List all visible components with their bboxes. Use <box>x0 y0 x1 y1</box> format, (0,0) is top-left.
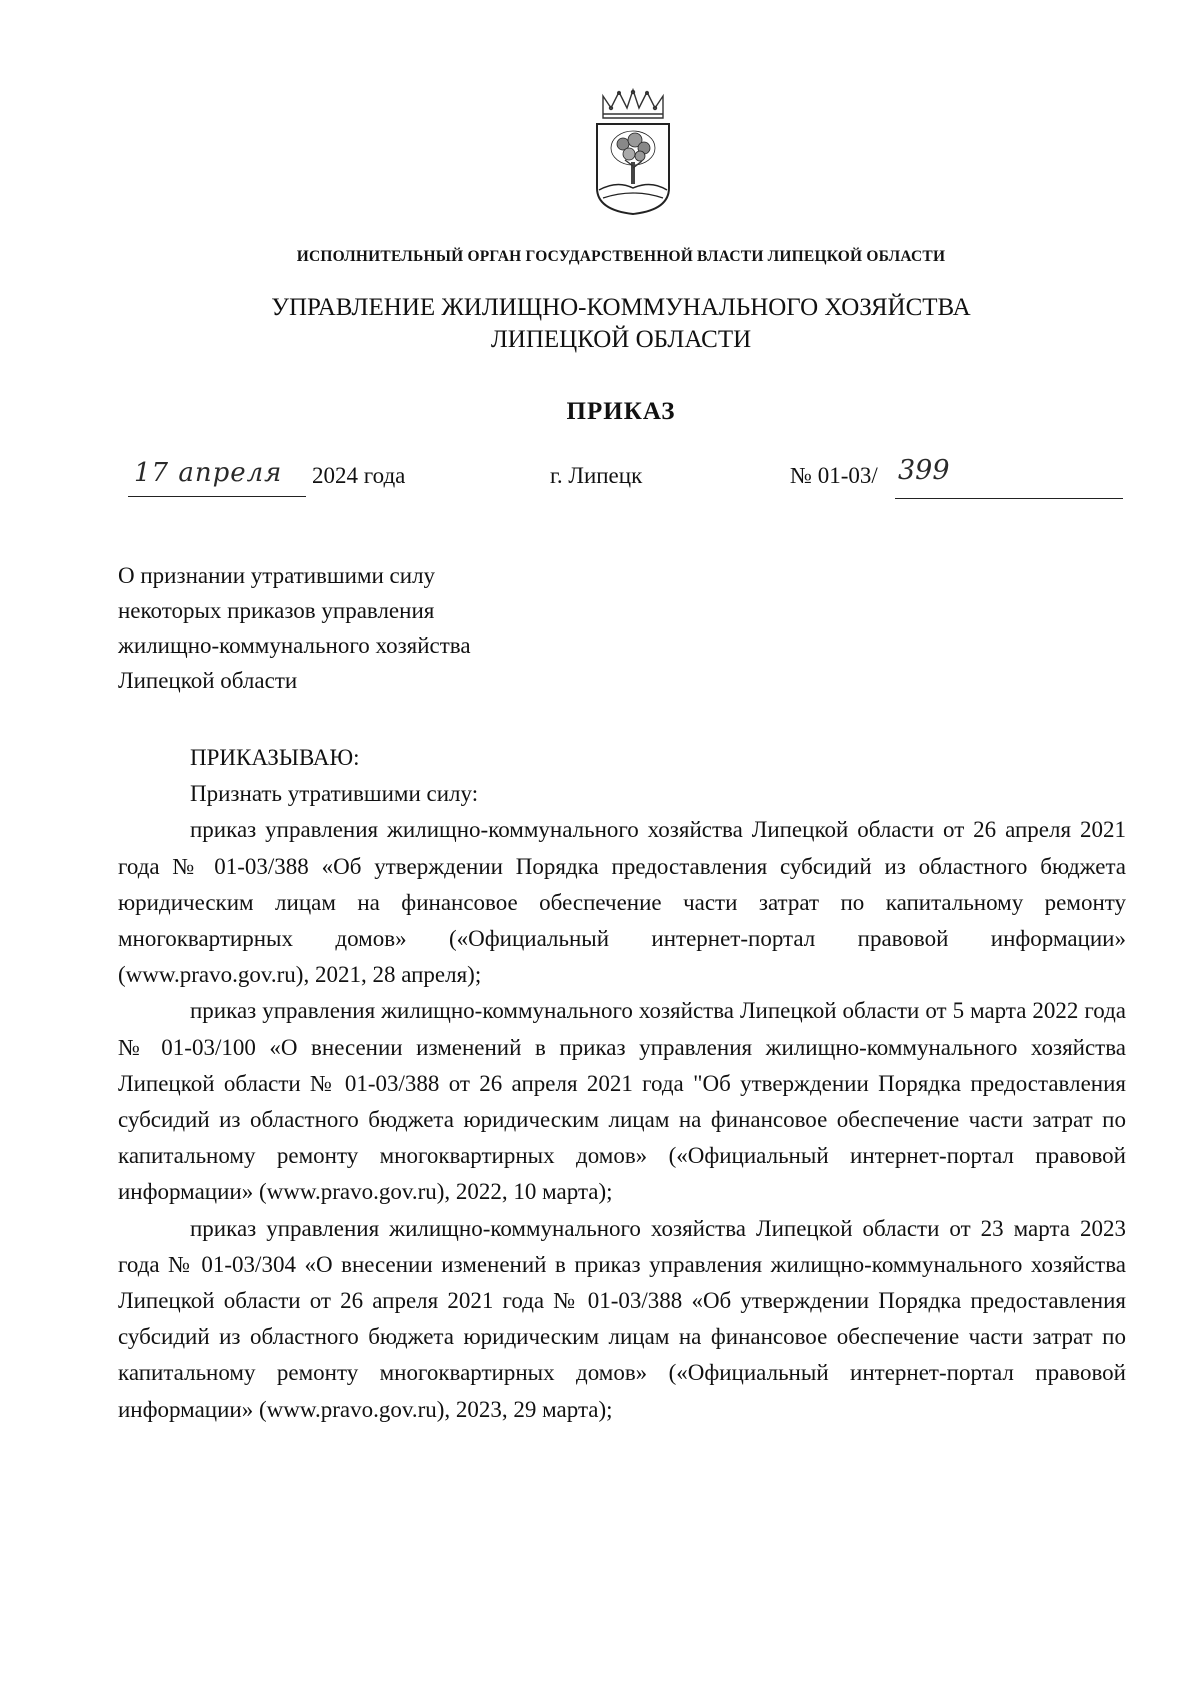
repealed-order-item: приказ управления жилищно-коммунального хозяйства Липецкой области от 26 апреля 2021 года № 01-03/388 «Об утверждении Порядка предоставления субсидий из областного бюджета юридическим лицам на финансовое обеспечение части затрат по капитальному ремонту многоквартирных домов» («Официальный интернет-портал правовой информации» (www.pravo.gov.ru), 2021, 28 апреля); <box>118 817 1126 988</box>
subject-line: Липецкой области <box>118 668 298 693</box>
city: г. Липецк <box>550 463 643 488</box>
order-number-handwritten: 399 <box>898 455 950 486</box>
department-name <box>0 292 1200 356</box>
intro-paragraph: Признать утратившими силу: <box>190 781 479 807</box>
department-name-line2: ЛИПЕЦКОЙ ОБЛАСТИ <box>490 326 752 353</box>
authority-name: ИСПОЛНИТЕЛЬНЫЙ ОРГАН ГОСУДАРСТВЕННОЙ ВЛАСТИ ЛИПЕЦКОЙ ОБЛАСТИ <box>296 248 946 265</box>
department-name-line1: УПРАВЛЕНИЕ ЖИЛИЩНО-КОММУНАЛЬНОГО ХОЗЯЙСТВА <box>271 294 971 321</box>
repealed-order-item: приказ управления жилищно-коммунального хозяйства Липецкой области от 5 марта 2022 года № 01-03/100 «О внесении изменений в приказ управления жилищно-коммунального хозяйства Липецкой области № 01-03/388 от 26 апреля 2021 года "Об утверждении Порядка предоставления субсидий из областного бюджета юридическим лицам на финансовое обеспечение части затрат по капитальному ремонту многоквартирных домов» («Официальный интернет-портал правовой информации» (www.pravo.gov.ru), 2022, 10 марта); <box>118 998 1126 1205</box>
subject-line: некоторых приказов управления <box>118 598 435 623</box>
document-subject <box>118 558 638 698</box>
document-body <box>118 740 1126 1428</box>
repealed-order-item: приказ управления жилищно-коммунального хозяйства Липецкой области от 23 марта 2023 года № 01-03/304 «О внесении изменений в приказ управления жилищно-коммунального хозяйства Липецкой области от 26 апреля 2021 года № 01-03/388 «Об утверждении Порядка предоставления субсидий из областного бюджета юридическим лицам на финансовое обеспечение части затрат по капитальному ремонту многоквартирных домов» («Официальный интернет-портал правовой информации» (www.pravo.gov.ru), 2023, 29 марта); <box>118 1215 1126 1422</box>
coat-of-arms-icon <box>589 88 677 216</box>
date-field <box>128 456 306 497</box>
date-handwritten: 17 апреля <box>134 458 283 488</box>
subject-line: жилищно-коммунального хозяйства <box>118 633 471 658</box>
order-number-prefix: № 01-03/ <box>790 463 878 488</box>
order-word: ПРИКАЗЫВАЮ: <box>190 745 360 770</box>
subject-line: О признании утратившими силу <box>118 563 436 588</box>
order-number-underline <box>895 498 1123 499</box>
date-year: 2024 года <box>312 463 406 488</box>
document-type: ПРИКАЗ <box>566 398 676 425</box>
